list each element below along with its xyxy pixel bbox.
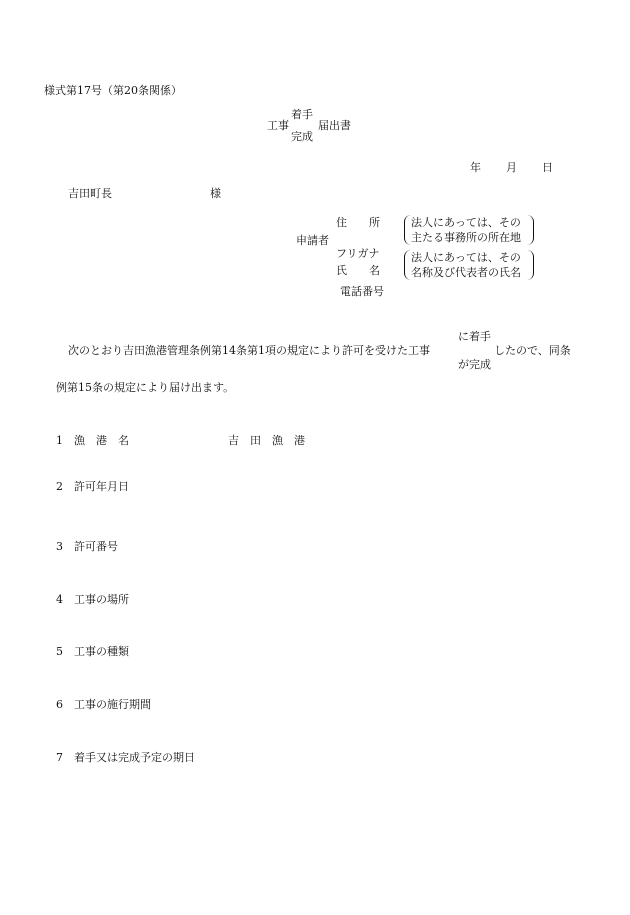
item-1-value: 吉 田 漁 港	[228, 434, 305, 447]
name-note-bracket	[404, 250, 534, 280]
applicant-furigana-label: フリガナ	[336, 247, 380, 260]
item-3-number: 3	[56, 540, 63, 553]
item-1-number: 1	[56, 434, 63, 447]
address-note-bracket	[404, 215, 534, 245]
date-year: 年	[470, 161, 481, 174]
name-note-line1: 法人にあっては、その	[411, 251, 521, 264]
addressee-honorific: 様	[210, 187, 221, 200]
item-7-number: 7	[56, 751, 63, 764]
item-1-label: 漁 港 名	[74, 434, 129, 447]
item-4-number: 4	[56, 593, 63, 606]
title-suffix: 届出書	[318, 119, 351, 132]
body-option-complete: が完成	[458, 358, 491, 371]
body-line-1-end: したので、同条	[494, 344, 571, 357]
date-day: 日	[542, 161, 553, 174]
name-note-line2: 名称及び代表者の氏名	[411, 266, 521, 279]
item-2-label: 許可年月日	[74, 480, 129, 493]
applicant-address-label: 住 所	[336, 216, 380, 229]
title-option-complete: 完成	[291, 130, 313, 143]
item-2-number: 2	[56, 480, 63, 493]
item-7-label: 着手又は完成予定の期日	[74, 751, 195, 764]
item-4-label: 工事の場所	[74, 593, 129, 606]
address-note-line1: 法人にあっては、その	[411, 216, 521, 229]
item-5-number: 5	[56, 645, 63, 658]
body-line-1: 次のとおり吉田漁港管理条例第14条第1項の規定により許可を受けた工事	[68, 344, 430, 357]
title-prefix: 工事	[267, 119, 289, 132]
item-6-number: 6	[56, 698, 63, 711]
body-option-start: に着手	[458, 330, 491, 343]
body-line-2: 例第15条の規定により届け出ます。	[56, 381, 235, 394]
item-6-label: 工事の施行期間	[74, 698, 151, 711]
applicant-phone-label: 電話番号	[340, 285, 384, 298]
address-note-line2: 主たる事務所の所在地	[411, 231, 521, 244]
item-5-label: 工事の種類	[74, 645, 129, 658]
applicant-label: 申請者	[296, 234, 329, 247]
addressee-name: 吉田町長	[68, 187, 112, 200]
applicant-name-label: 氏 名	[336, 264, 380, 277]
form-number: 様式第17号（第20条関係）	[44, 84, 182, 97]
title-option-start: 着手	[291, 108, 313, 121]
date-month: 月	[506, 161, 517, 174]
item-3-label: 許可番号	[74, 540, 118, 553]
